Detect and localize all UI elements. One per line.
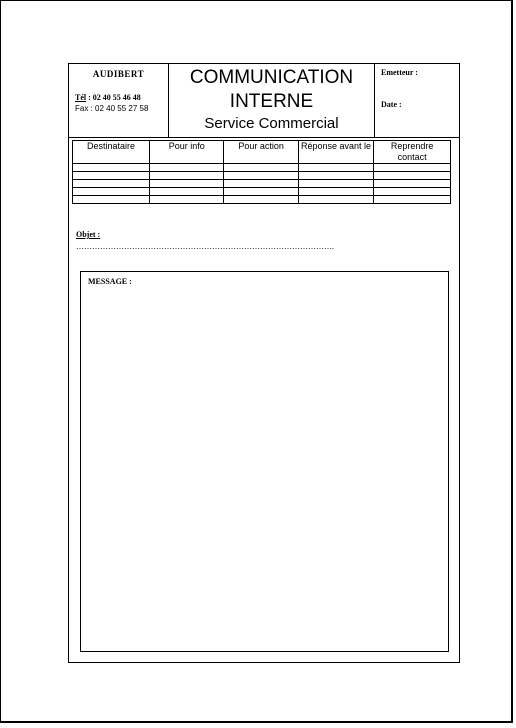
table-cell[interactable] [150, 180, 224, 188]
table-row [73, 188, 451, 196]
phone-value: : 02 40 55 46 48 [86, 93, 141, 102]
table-row [73, 164, 451, 172]
title-block [169, 64, 375, 137]
table-cell[interactable] [224, 180, 299, 188]
table-cell[interactable] [224, 196, 299, 204]
table-row [73, 180, 451, 188]
table-cell[interactable] [298, 164, 373, 172]
table-header-row [73, 141, 451, 164]
table-cell[interactable] [224, 164, 299, 172]
table-cell[interactable] [298, 180, 373, 188]
column-header: Reprendre contact [374, 141, 451, 164]
phone-label: Tél [75, 93, 87, 102]
table-cell[interactable] [73, 172, 150, 180]
company-block [69, 64, 169, 137]
table-cell[interactable] [374, 196, 451, 204]
form-header [69, 64, 459, 138]
table-cell[interactable] [150, 188, 224, 196]
table-cell[interactable] [298, 196, 373, 204]
table-cell[interactable] [73, 164, 150, 172]
table-cell[interactable] [298, 172, 373, 180]
table-cell[interactable] [374, 188, 451, 196]
table-cell[interactable] [374, 164, 451, 172]
column-header: Réponse avant le [298, 141, 373, 164]
table-body [73, 164, 451, 204]
column-header: Pour action [224, 141, 299, 164]
column-header: Destinataire [73, 141, 150, 164]
table-row [73, 172, 451, 180]
table-cell[interactable] [73, 180, 150, 188]
table-cell[interactable] [374, 172, 451, 180]
distribution-table [72, 140, 451, 204]
subject-label: Objet : [76, 230, 101, 239]
table-cell[interactable] [224, 188, 299, 196]
subject-line[interactable]: ……………………………………………………………………………………. [76, 242, 334, 251]
table-cell[interactable] [150, 172, 224, 180]
table-cell[interactable] [224, 172, 299, 180]
fax-number: Fax : 02 40 55 27 58 [75, 104, 149, 113]
title-line-2: INTERNE [229, 91, 314, 112]
sender-label: Emetteur : [381, 68, 418, 77]
table-cell[interactable] [150, 164, 224, 172]
message-label: MESSAGE : [88, 277, 132, 286]
sender-block [375, 64, 459, 137]
table-cell[interactable] [374, 180, 451, 188]
message-box[interactable] [80, 271, 449, 652]
title-line-1: COMMUNICATION [189, 67, 354, 88]
phone-number [75, 93, 141, 102]
table-row [73, 196, 451, 204]
table-cell[interactable] [150, 196, 224, 204]
memo-form [68, 63, 460, 663]
table-cell[interactable] [73, 188, 150, 196]
date-label: Date : [381, 100, 402, 109]
column-header: Pour info [150, 141, 224, 164]
company-name: AUDIBERT [92, 69, 145, 79]
table-cell[interactable] [73, 196, 150, 204]
department-subtitle: Service Commercial [204, 115, 339, 132]
table-cell[interactable] [298, 188, 373, 196]
